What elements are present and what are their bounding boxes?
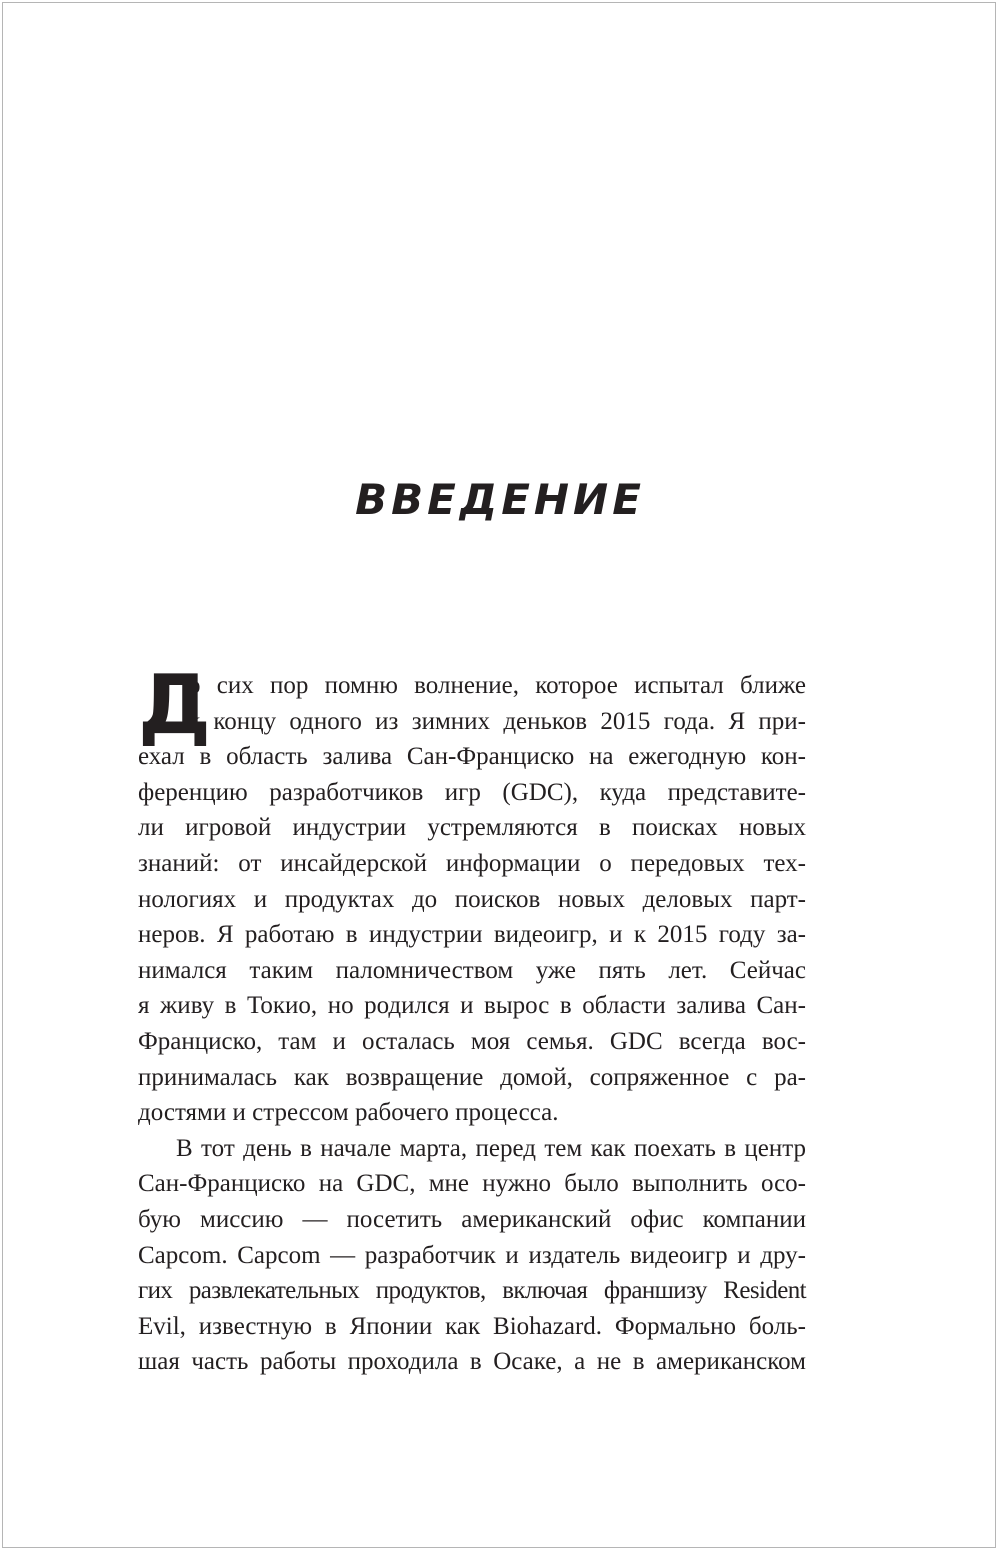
drop-cap: Д — [138, 658, 210, 753]
text-line: принималась как возвращение домой, сопряженное с ра- — [138, 1063, 806, 1091]
text-line: бую миссию — посетить американский офис компании — [138, 1205, 806, 1233]
text-line: ференцию разработчиков игр (GDC), куда представите- — [138, 778, 806, 806]
text-line: о сих пор помню волнение, которое испытал ближе — [188, 672, 806, 699]
text-line: шая часть работы проходила в Осаке, а не в американском — [138, 1348, 806, 1376]
text-line: ли игровой индустрии устремляются в поисках новых — [138, 814, 806, 842]
text-line: ехал в область залива Сан-Франциско на ежегодную кон- — [138, 743, 806, 771]
text-line: В тот день в начале марта, перед тем как поехать в центр — [176, 1134, 806, 1162]
text-line: Франциско, там и осталась моя семья. GDC всегда вос- — [138, 1027, 806, 1055]
text-line: Capcom. Capcom — разработчик и издатель видеоигр и дру- — [138, 1241, 806, 1269]
text-line: гих развлекательных продуктов, включая франшизу Resident — [138, 1277, 806, 1305]
chapter-title: ВВЕДЕНИЕ — [355, 475, 645, 524]
text-line: нимался таким паломничеством уже пять лет. Сейчас — [138, 956, 806, 984]
text-line: Evil, известную в Японии как Biohazard. Формально боль- — [138, 1312, 806, 1340]
text-line: Сан-Франциско на GDC, мне нужно было выполнить осо- — [138, 1170, 806, 1198]
body-text — [138, 658, 806, 1380]
text-line: нологиях и продуктах до поисков новых деловых парт- — [138, 885, 806, 913]
text-line: неров. Я работаю в индустрии видеоигр, и к 2015 году за- — [138, 921, 806, 949]
text-line: достями и стрессом рабочего процесса. — [138, 1099, 559, 1127]
text-line: я живу в Токио, но родился и вырос в области залива Сан- — [138, 992, 806, 1020]
text-line: знаний: от инсайдерской информации о передовых тех- — [138, 849, 806, 877]
text-line: к концу одного из зимних деньков 2015 года. Я при- — [188, 707, 806, 735]
